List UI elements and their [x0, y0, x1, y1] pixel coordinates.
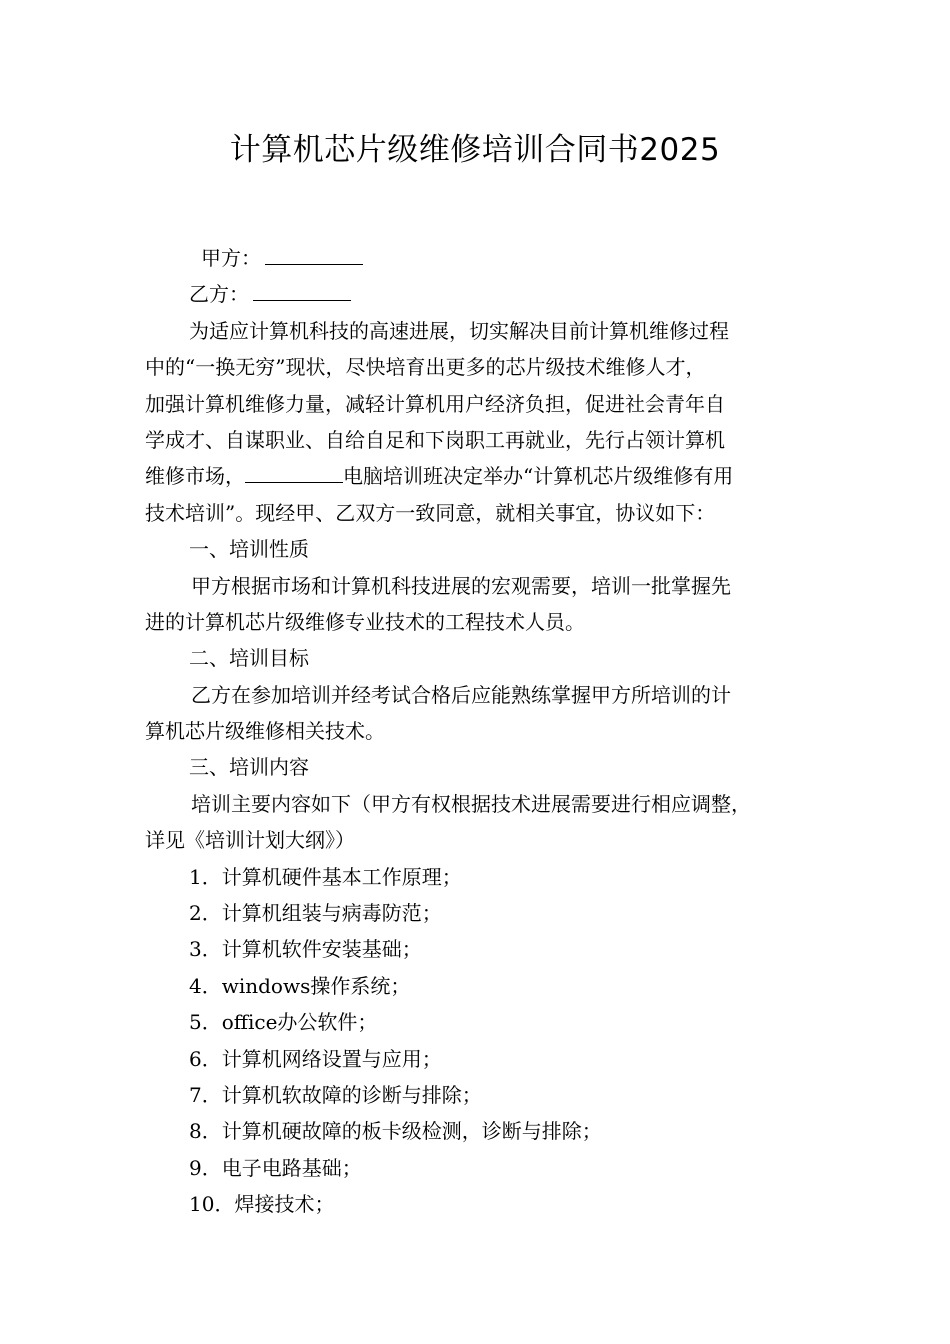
list-item: 3．计算机软件安装基础；	[189, 937, 422, 962]
school-name-blank	[245, 458, 343, 483]
intro-line-with-blank	[145, 458, 825, 494]
intro-line: 中的“一换无穷”现状，尽快培育出更多的芯片级技术维修人才，	[145, 355, 706, 380]
list-item: 5．office办公软件；	[189, 1010, 378, 1035]
section-text: 算机芯片级维修相关技术。	[145, 719, 385, 744]
intro-line-part: 电脑培训班决定举办“计算机芯片级维修有用	[343, 464, 734, 489]
party-b-blank	[253, 276, 351, 301]
list-item: 1．计算机硬件基本工作原理；	[189, 864, 462, 889]
list-item: 4．windows操作系统；	[189, 973, 411, 998]
section-heading: 一、培训性质	[189, 537, 309, 562]
party-b-line	[145, 276, 825, 312]
section-text: 乙方在参加培训并经考试合格后应能熟练掌握甲方所培训的计	[191, 682, 731, 707]
list-item: 8．计算机硬故障的板卡级检测，诊断与排除；	[189, 1119, 602, 1144]
section-text: 详见《培训计划大纲》）	[145, 828, 355, 853]
document-body	[145, 240, 825, 1223]
intro-line: 学成才、自谋职业、自给自足和下岗职工再就业，先行占领计算机	[145, 427, 725, 452]
intro-line: 加强计算机维修力量，减轻计算机用户经济负担，促进社会青年自	[145, 391, 725, 416]
party-b-label: 乙方：	[189, 282, 249, 307]
intro-line: 为适应计算机科技的高速进展，切实解决目前计算机维修过程	[189, 318, 729, 343]
list-item: 9．电子电路基础；	[189, 1155, 362, 1180]
section-text: 培训主要内容如下（甲方有权根据技术进展需要进行相应调整，	[191, 791, 751, 816]
section-heading: 三、培训内容	[189, 755, 309, 780]
intro-line-part: 维修市场，	[145, 464, 245, 489]
list-item: 7．计算机软故障的诊断与排除；	[189, 1082, 482, 1107]
section-heading: 二、培训目标	[189, 646, 309, 671]
intro-line: 技术培训”。现经甲、乙双方一致同意，就相关事宜，协议如下：	[145, 500, 716, 525]
party-a-blank	[265, 240, 363, 265]
list-item: 6．计算机网络设置与应用；	[189, 1046, 442, 1071]
list-item: 10．焊接技术；	[189, 1192, 335, 1217]
party-a-label: 甲方：	[201, 246, 261, 270]
section-text: 甲方根据市场和计算机科技进展的宏观需要，培训一批掌握先	[191, 573, 731, 598]
document-title: 计算机芯片级维修培训合同书2025	[229, 132, 721, 168]
section-text: 进的计算机芯片级维修专业技术的工程技术人员。	[145, 609, 585, 634]
list-item: 2．计算机组装与病毒防范；	[189, 901, 442, 926]
party-a-line	[145, 240, 825, 276]
